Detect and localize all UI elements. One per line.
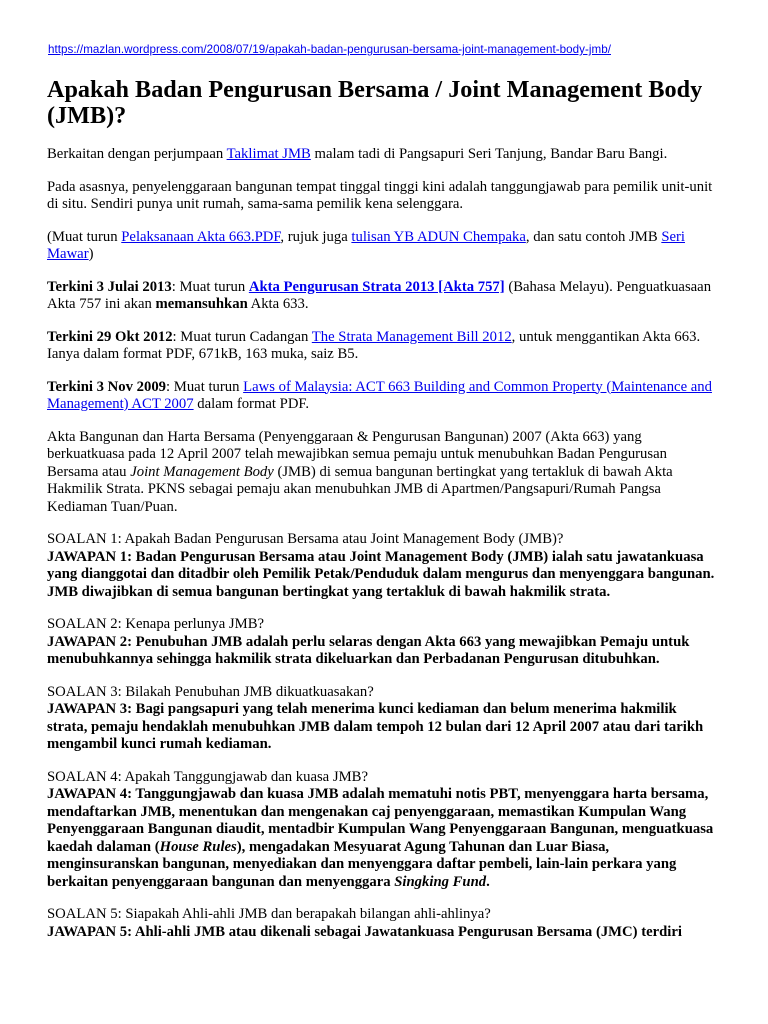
intro-paragraph-1 — [47, 146, 719, 164]
update-2013-date: Terkini 3 Julai 2013 — [47, 278, 172, 295]
answer-5 — [47, 924, 719, 942]
tulisan-yb-adun-link[interactable]: tulisan YB ADUN Chempaka — [351, 228, 526, 245]
update-2009 — [47, 379, 719, 414]
qa-item-4 — [47, 769, 719, 892]
update-2012-text-after: , untuk menggantikan Akta 663. Ianya dalam format PDF, 671kB, 163 muka, saiz B5. — [47, 328, 701, 362]
answer-4-part-2: ), mengadakan Mesyuarat Agung Tahunan dan Luar Biasa, menginsuranskan bangunan, menyediakan dan menyenggara daftar pembeli, lain-lain perkara yang berkaitan penyenggaraan bangunan dan menyenggara — [47, 838, 677, 890]
qa-item-3 — [47, 684, 719, 754]
laws-of-malaysia-act-663-link[interactable]: Laws of Malaysia: ACT 663 Building and Common Property (Maintenance and Management) ACT 2007 — [47, 378, 712, 412]
update-2009-text-before: : Muat turun — [166, 378, 244, 395]
seri-mawar-link[interactable]: Seri Mawar — [47, 228, 685, 262]
update-2013-text-after: (Bahasa Melayu). Penguatkuasaan Akta 757 ini akan — [47, 278, 712, 312]
answer-3-text: JAWAPAN 3: Bagi pangsapuri yang telah menerima kunci kediaman dan belum menerima hakmilik strata, pemaju hendaklah menubuhkan JMB dalam tempoh 12 bulan dari 12 April 2007 atau dari tarikh mengambil kunci rumah kediaman. — [47, 701, 704, 752]
question-2: SOALAN 2: Kenapa perlunya JMB? — [47, 616, 265, 632]
answer-3 — [47, 701, 719, 754]
article-body — [47, 146, 719, 956]
page-title: Apakah Badan Pengurusan Bersama / Joint Management Body (JMB)? — [47, 76, 703, 129]
answer-4-house-rules: House Rules — [159, 838, 237, 855]
qa-item-2 — [47, 616, 719, 669]
update-2012 — [47, 329, 719, 364]
question-1: SOALAN 1: Apakah Badan Pengurusan Bersama atau Joint Management Body (JMB)? — [47, 531, 564, 547]
question-4: SOALAN 4: Apakah Tanggungjawab dan kuasa JMB? — [47, 768, 368, 785]
question-3: SOALAN 3: Bilakah Penubuhan JMB dikuatkuasakan? — [47, 683, 374, 700]
answer-4-part-1: JAWAPAN 4: Tanggungjawab dan kuasa JMB adalah mematuhi notis PBT, menyenggara harta bersama, mendaftarkan JMB, menentukan dan mengenakan caj penyenggaraan, memastikan Kumpulan Wang Penyenggaraan Bangunan diaudit, mentadbir Kumpulan Wang Penyenggaraan Bangunan, menguatkuasa kaedah dalaman ( — [47, 786, 714, 855]
intro-p1-text-after: malam tadi di Pangsapuri Seri Tanjung, Bandar Baru Bangi. — [310, 146, 668, 162]
answer-4-singking-fund: Singking Fund — [394, 873, 487, 890]
intro-paragraph-3 — [47, 229, 719, 264]
question-5: SOALAN 5: Siapakah Ahli-ahli JMB dan berapakah bilangan ahli-ahlinya? — [47, 906, 491, 922]
act-663-text-before: Akta Bangunan dan Harta Bersama (Penyenggaraan & Pengurusan Bangunan) 2007 (Akta 663) yang berkuatkuasa pada 12 April 2007 telah mewajibkan semua pemaju untuk menubuhkan Badan Pengurusan Bersama atau — [47, 428, 667, 480]
update-2012-text-before: : Muat turun Cadangan — [172, 328, 312, 345]
akta-757-link[interactable]: Akta Pengurusan Strata 2013 [Akta 757] — [248, 278, 505, 295]
update-2013 — [47, 279, 719, 314]
intro-p3-text-a: (Muat turun — [47, 228, 122, 245]
update-2009-text-after: dalam format PDF. — [193, 396, 310, 412]
update-2009-date: Terkini 3 Nov 2009 — [47, 378, 167, 395]
intro-p3-text-c: , dan satu contoh JMB — [525, 228, 662, 245]
source-url-link[interactable]: https://mazlan.wordpress.com/2008/07/19/apakah-badan-pengurusan-bersama-joint-management-body-jmb/ — [48, 43, 611, 56]
answer-4 — [47, 786, 719, 891]
intro-p3-text-d: ) — [88, 246, 94, 262]
update-2012-date: Terkini 29 Okt 2012 — [47, 328, 173, 345]
intro-paragraph-2: Pada asasnya, penyelenggaraan bangunan tempat tinggal tinggi kini adalah tanggungjawab para pemilik unit-unit di situ. Sendiri punya unit rumah, sama-sama pemilik kena selenggara. — [47, 178, 713, 212]
answer-4-part-3: . — [486, 873, 490, 890]
act-663-italic: Joint Management Body — [130, 463, 274, 480]
answer-1-text: JAWAPAN 1: Badan Pengurusan Bersama atau Joint Management Body (JMB) ialah satu jawatankuasa yang dianggotai dan ditadbir oleh Pemilik Petak/Penduduk dalam mengurus dan menyenggara bangunan. JMB diwajibkan di semua bangunan bertingkat yang tertakluk di bawah hakmilik strata. — [47, 548, 715, 600]
answer-5-text: JAWAPAN 5: Ahli-ahli JMB atau dikenali sebagai Jawatankuasa Pengurusan Bersama (JMC) terdiri — [47, 923, 682, 940]
act-663-paragraph — [47, 429, 719, 517]
qa-item-1 — [47, 531, 719, 601]
intro-p1-text-before: Berkaitan dengan perjumpaan — [47, 146, 227, 162]
answer-2-text: JAWAPAN 2: Penubuhan JMB adalah perlu selaras dengan Akta 663 yang mewajibkan Pemaju untuk menubuhkannya sehingga hakmilik strata dikeluarkan dan Perbadanan Pengurusan ditubuhkan. — [47, 633, 690, 667]
intro-p3-text-b: , rujuk juga — [280, 228, 352, 245]
update-2013-text-before: : Muat turun — [171, 278, 249, 295]
qa-item-5 — [47, 906, 719, 941]
pelaksanaan-akta-link[interactable]: Pelaksanaan Akta 663.PDF — [121, 228, 281, 245]
update-2013-bold: memansuhkan — [155, 296, 248, 312]
answer-4-text — [47, 786, 713, 890]
answer-1 — [47, 549, 719, 602]
answer-2 — [47, 634, 719, 669]
strata-bill-2012-link[interactable]: The Strata Management Bill 2012 — [311, 328, 512, 345]
act-663-text-after: (JMB) di semua bangunan bertingkat yang tertakluk di bawah Akta Hakmilik Strata. PKNS sebagai pemaju akan menubuhkan JMB di Apartmen/Pangsapuri/Rumah Pangsa Kediaman Tuan/Puan. — [47, 463, 673, 515]
update-2013-text-end: Akta 633. — [247, 296, 309, 312]
taklimat-jmb-link[interactable]: Taklimat JMB — [226, 146, 311, 162]
